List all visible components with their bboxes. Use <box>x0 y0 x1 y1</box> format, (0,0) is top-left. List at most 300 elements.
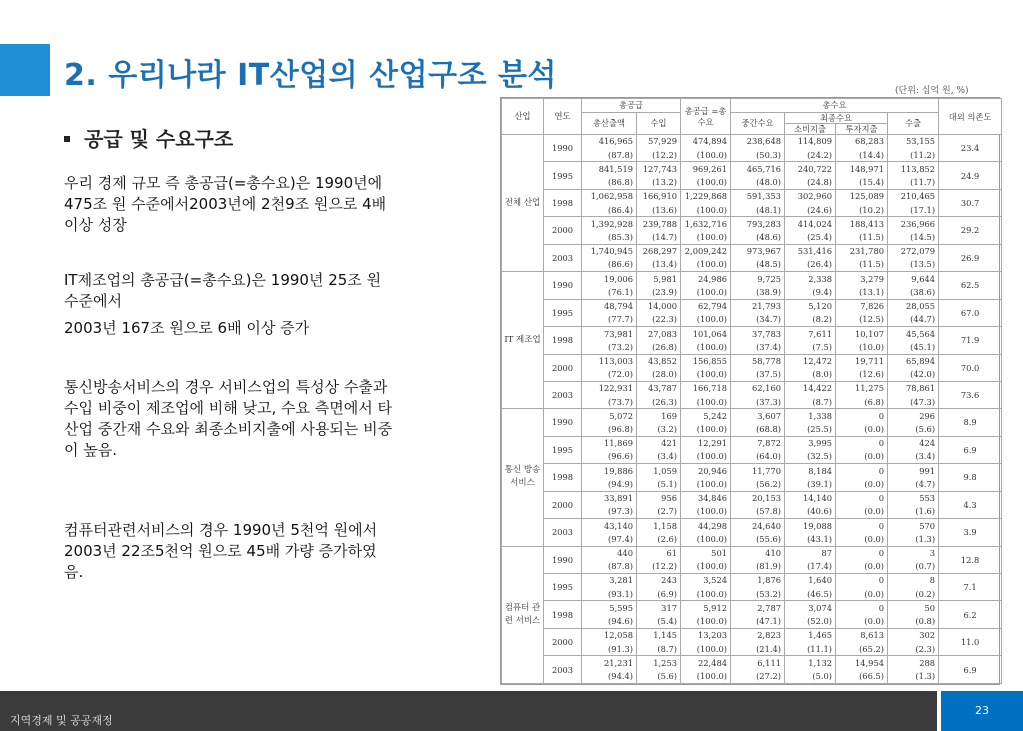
data-table <box>501 98 1002 684</box>
percent-cell: (26.8) <box>637 340 681 354</box>
value-cell: 19,711 <box>836 354 888 368</box>
percent-cell: (87.8) <box>582 560 637 574</box>
value-cell: 61 <box>637 546 681 560</box>
percent-cell: (11.7) <box>888 176 939 190</box>
value-cell: 169 <box>637 409 681 423</box>
value-cell: 24,986 <box>681 272 731 286</box>
year-cell: 2000 <box>544 354 582 381</box>
percent-cell: (48.6) <box>731 231 785 245</box>
percent-cell: (9.4) <box>785 285 836 299</box>
percent-cell: (43.1) <box>785 532 836 546</box>
value-cell: 1,465 <box>785 628 836 642</box>
table-row <box>502 162 1002 176</box>
percent-cell: (11.1) <box>785 642 836 656</box>
dependency-cell: 26.9 <box>939 244 1002 271</box>
value-cell: 27,083 <box>637 327 681 341</box>
value-cell: 125,089 <box>836 189 888 203</box>
value-cell: 45,564 <box>888 327 939 341</box>
table-row <box>502 381 1002 395</box>
industry-label: IT 제조업 <box>502 272 544 409</box>
percent-cell: (48.0) <box>731 176 785 190</box>
year-cell: 1998 <box>544 464 582 491</box>
industry-label: 전체 산업 <box>502 135 544 272</box>
table-row <box>502 189 1002 203</box>
percent-cell: (44.7) <box>888 313 939 327</box>
percent-cell: (42.0) <box>888 368 939 382</box>
percent-cell: (13.4) <box>637 258 681 272</box>
value-cell: 43,787 <box>637 381 681 395</box>
year-cell: 1995 <box>544 436 582 463</box>
value-cell: 1,640 <box>785 574 836 588</box>
percent-cell: (55.6) <box>731 532 785 546</box>
value-cell: 296 <box>888 409 939 423</box>
value-cell: 62,160 <box>731 381 785 395</box>
percent-cell: (100.0) <box>681 203 731 217</box>
value-cell: 5,120 <box>785 299 836 313</box>
value-cell: 13,203 <box>681 628 731 642</box>
percent-cell: (100.0) <box>681 148 731 162</box>
dependency-cell: 7.1 <box>939 574 1002 601</box>
table-row <box>502 327 1002 341</box>
percent-cell: (0.0) <box>836 532 888 546</box>
percent-cell: (50.3) <box>731 148 785 162</box>
value-cell: 3,524 <box>681 574 731 588</box>
percent-cell: (14.7) <box>637 231 681 245</box>
value-cell: 11,770 <box>731 464 785 478</box>
percent-cell: (100.0) <box>681 395 731 409</box>
value-cell: 841,519 <box>582 162 637 176</box>
value-cell: 65,894 <box>888 354 939 368</box>
year-cell: 1995 <box>544 162 582 189</box>
percent-cell: (57.8) <box>731 505 785 519</box>
value-cell: 3 <box>888 546 939 560</box>
percent-cell: (24.2) <box>785 148 836 162</box>
percent-cell: (0.0) <box>836 450 888 464</box>
percent-cell: (34.7) <box>731 313 785 327</box>
percent-cell: (100.0) <box>681 477 731 491</box>
value-cell: 12,472 <box>785 354 836 368</box>
table-row <box>502 574 1002 588</box>
percent-cell: (100.0) <box>681 560 731 574</box>
percent-cell: (25.5) <box>785 423 836 437</box>
percent-cell: (17.1) <box>888 203 939 217</box>
percent-cell: (14.4) <box>836 148 888 162</box>
percent-cell: (26.3) <box>637 395 681 409</box>
percent-cell: (53.2) <box>731 587 785 601</box>
table-row <box>502 299 1002 313</box>
percent-cell: (38.6) <box>888 285 939 299</box>
percent-cell: (86.6) <box>582 258 637 272</box>
year-cell: 2003 <box>544 656 582 684</box>
value-cell: 73,981 <box>582 327 637 341</box>
percent-cell: (46.5) <box>785 587 836 601</box>
percent-cell: (24.6) <box>785 203 836 217</box>
percent-cell: (17.4) <box>785 560 836 574</box>
percent-cell: (23.9) <box>637 285 681 299</box>
value-cell: 156,855 <box>681 354 731 368</box>
value-cell: 0 <box>836 491 888 505</box>
value-cell: 1,392,928 <box>582 217 637 231</box>
dependency-cell: 23.4 <box>939 135 1002 162</box>
dependency-cell: 29.2 <box>939 217 1002 244</box>
percent-cell: (5.6) <box>637 670 681 684</box>
percent-cell: (13.6) <box>637 203 681 217</box>
value-cell: 53,155 <box>888 135 939 149</box>
value-cell: 7,826 <box>836 299 888 313</box>
year-cell: 1990 <box>544 272 582 299</box>
value-cell: 238,648 <box>731 135 785 149</box>
value-cell: 68,283 <box>836 135 888 149</box>
value-cell: 1,158 <box>637 519 681 533</box>
dependency-cell: 8.9 <box>939 409 1002 436</box>
percent-cell: (72.0) <box>582 368 637 382</box>
percent-cell: (52.0) <box>785 615 836 629</box>
value-cell: 0 <box>836 601 888 615</box>
value-cell: 3,074 <box>785 601 836 615</box>
percent-cell: (15.4) <box>836 176 888 190</box>
value-cell: 14,954 <box>836 656 888 670</box>
value-cell: 421 <box>637 436 681 450</box>
percent-cell: (87.8) <box>582 148 637 162</box>
value-cell: 1,229,868 <box>681 189 731 203</box>
year-cell: 1998 <box>544 601 582 628</box>
value-cell: 0 <box>836 409 888 423</box>
footer-bar <box>0 691 1023 731</box>
slide-title: 2. 우리나라 IT산업의 산업구조 분석 <box>64 58 557 93</box>
dependency-cell: 11.0 <box>939 628 1002 655</box>
value-cell: 317 <box>637 601 681 615</box>
value-cell: 414,024 <box>785 217 836 231</box>
value-cell: 288 <box>888 656 939 670</box>
value-cell: 33,891 <box>582 491 637 505</box>
value-cell: 7,611 <box>785 327 836 341</box>
table-row <box>502 354 1002 368</box>
value-cell: 5,595 <box>582 601 637 615</box>
value-cell: 793,283 <box>731 217 785 231</box>
table-row <box>502 436 1002 450</box>
dependency-cell: 67.0 <box>939 299 1002 326</box>
header-investment: 투자지출 <box>836 124 888 135</box>
header-consumption: 소비지출 <box>785 124 836 135</box>
table-row <box>502 135 1002 149</box>
percent-cell: (100.0) <box>681 670 731 684</box>
percent-cell: (13.2) <box>637 176 681 190</box>
value-cell: 48,794 <box>582 299 637 313</box>
value-cell: 58,778 <box>731 354 785 368</box>
dependency-cell: 6.2 <box>939 601 1002 628</box>
percent-cell: (45.1) <box>888 340 939 354</box>
dependency-cell: 30.7 <box>939 189 1002 216</box>
percent-cell: (100.0) <box>681 423 731 437</box>
percent-cell: (100.0) <box>681 258 731 272</box>
dependency-cell: 71.9 <box>939 327 1002 354</box>
value-cell: 3,279 <box>836 272 888 286</box>
percent-cell: (100.0) <box>681 642 731 656</box>
table-row <box>502 601 1002 615</box>
year-cell: 1998 <box>544 189 582 216</box>
value-cell: 1,059 <box>637 464 681 478</box>
percent-cell: (14.5) <box>888 231 939 245</box>
value-cell: 113,003 <box>582 354 637 368</box>
industry-label: 통신 방송 서비스 <box>502 409 544 546</box>
value-cell: 20,946 <box>681 464 731 478</box>
percent-cell: (100.0) <box>681 340 731 354</box>
value-cell: 19,886 <box>582 464 637 478</box>
header-final-demand: 최종수요 <box>785 113 888 124</box>
header-total-eq: 총공급 =총수요 <box>681 99 731 135</box>
dependency-cell: 62.5 <box>939 272 1002 299</box>
value-cell: 2,009,242 <box>681 244 731 258</box>
value-cell: 8,613 <box>836 628 888 642</box>
percent-cell: (8.7) <box>785 395 836 409</box>
value-cell: 1,062,958 <box>582 189 637 203</box>
dependency-cell: 73.6 <box>939 381 1002 408</box>
year-cell: 1995 <box>544 299 582 326</box>
table-row <box>502 464 1002 478</box>
dependency-cell: 6.9 <box>939 436 1002 463</box>
percent-cell: (11.2) <box>888 148 939 162</box>
percent-cell: (12.2) <box>637 148 681 162</box>
table-row <box>502 409 1002 423</box>
percent-cell: (0.8) <box>888 615 939 629</box>
percent-cell: (100.0) <box>681 615 731 629</box>
percent-cell: (97.4) <box>582 532 637 546</box>
value-cell: 440 <box>582 546 637 560</box>
percent-cell: (0.0) <box>836 587 888 601</box>
percent-cell: (1.3) <box>888 670 939 684</box>
percent-cell: (100.0) <box>681 313 731 327</box>
year-cell: 2003 <box>544 244 582 271</box>
percent-cell: (24.8) <box>785 176 836 190</box>
year-cell: 2000 <box>544 491 582 518</box>
percent-cell: (0.0) <box>836 423 888 437</box>
table-unit-note: (단위: 십억 원, %) <box>895 86 969 96</box>
value-cell: 5,072 <box>582 409 637 423</box>
header-domestic-output: 총산출액 <box>582 113 637 135</box>
percent-cell: (85.3) <box>582 231 637 245</box>
page-number: 23 <box>975 704 989 717</box>
percent-cell: (100.0) <box>681 532 731 546</box>
value-cell: 2,338 <box>785 272 836 286</box>
percent-cell: (1.6) <box>888 505 939 519</box>
percent-cell: (22.3) <box>637 313 681 327</box>
value-cell: 37,783 <box>731 327 785 341</box>
percent-cell: (3.4) <box>888 450 939 464</box>
value-cell: 24,640 <box>731 519 785 533</box>
percent-cell: (8.2) <box>785 313 836 327</box>
percent-cell: (65.2) <box>836 642 888 656</box>
paragraph-computer-services: 컴퓨터관련서비스의 경우 1990년 5천억 원에서 2003년 22조5천억 원으로 45배 가량 증가하였음. <box>64 521 378 581</box>
value-cell: 8 <box>888 574 939 588</box>
value-cell: 956 <box>637 491 681 505</box>
percent-cell: (81.9) <box>731 560 785 574</box>
header-intermediate: 중간수요 <box>731 113 785 135</box>
percent-cell: (76.1) <box>582 285 637 299</box>
percent-cell: (0.0) <box>836 615 888 629</box>
percent-cell: (47.1) <box>731 615 785 629</box>
value-cell: 1,132 <box>785 656 836 670</box>
value-cell: 474,894 <box>681 135 731 149</box>
dependency-cell: 70.0 <box>939 354 1002 381</box>
percent-cell: (26.4) <box>785 258 836 272</box>
percent-cell: (100.0) <box>681 285 731 299</box>
percent-cell: (25.4) <box>785 231 836 245</box>
table-row <box>502 272 1002 286</box>
percent-cell: (3.4) <box>637 450 681 464</box>
value-cell: 57,929 <box>637 135 681 149</box>
year-cell: 1995 <box>544 574 582 601</box>
bullet-heading-text: 공급 및 수요구조 <box>84 127 234 151</box>
percent-cell: (94.4) <box>582 670 637 684</box>
percent-cell: (6.9) <box>637 587 681 601</box>
percent-cell: (73.2) <box>582 340 637 354</box>
percent-cell: (11.5) <box>836 258 888 272</box>
percent-cell: (100.0) <box>681 231 731 245</box>
value-cell: 236,966 <box>888 217 939 231</box>
year-cell: 2000 <box>544 217 582 244</box>
value-cell: 10,107 <box>836 327 888 341</box>
percent-cell: (5.6) <box>888 423 939 437</box>
value-cell: 114,809 <box>785 135 836 149</box>
value-cell: 166,910 <box>637 189 681 203</box>
percent-cell: (68.8) <box>731 423 785 437</box>
value-cell: 11,275 <box>836 381 888 395</box>
value-cell: 122,931 <box>582 381 637 395</box>
value-cell: 1,876 <box>731 574 785 588</box>
value-cell: 268,297 <box>637 244 681 258</box>
header-dependency: 대외 의존도 <box>939 99 1002 135</box>
percent-cell: (21.4) <box>731 642 785 656</box>
page-number-box <box>941 691 1023 731</box>
value-cell: 3,995 <box>785 436 836 450</box>
value-cell: 3,607 <box>731 409 785 423</box>
value-cell: 34,846 <box>681 491 731 505</box>
value-cell: 1,740,945 <box>582 244 637 258</box>
percent-cell: (12.2) <box>637 560 681 574</box>
percent-cell: (77.7) <box>582 313 637 327</box>
value-cell: 127,743 <box>637 162 681 176</box>
percent-cell: (2.7) <box>637 505 681 519</box>
dependency-cell: 3.9 <box>939 519 1002 546</box>
percent-cell: (100.0) <box>681 176 731 190</box>
percent-cell: (91.3) <box>582 642 637 656</box>
percent-cell: (37.5) <box>731 368 785 382</box>
value-cell: 166,718 <box>681 381 731 395</box>
value-cell: 231,780 <box>836 244 888 258</box>
value-cell: 20,153 <box>731 491 785 505</box>
percent-cell: (96.6) <box>582 450 637 464</box>
table-row <box>502 519 1002 533</box>
percent-cell: (94.6) <box>582 615 637 629</box>
table-row <box>502 491 1002 505</box>
percent-cell: (4.7) <box>888 477 939 491</box>
percent-cell: (37.4) <box>731 340 785 354</box>
table-row <box>502 217 1002 231</box>
percent-cell: (39.1) <box>785 477 836 491</box>
value-cell: 501 <box>681 546 731 560</box>
value-cell: 8,184 <box>785 464 836 478</box>
year-cell: 2003 <box>544 381 582 408</box>
percent-cell: (7.5) <box>785 340 836 354</box>
header-industry: 산업 <box>502 99 544 135</box>
value-cell: 239,788 <box>637 217 681 231</box>
percent-cell: (13.5) <box>888 258 939 272</box>
percent-cell: (5.1) <box>637 477 681 491</box>
dependency-cell: 12.8 <box>939 546 1002 573</box>
dependency-cell: 6.9 <box>939 656 1002 684</box>
percent-cell: (56.2) <box>731 477 785 491</box>
value-cell: 188,413 <box>836 217 888 231</box>
value-cell: 424 <box>888 436 939 450</box>
value-cell: 14,140 <box>785 491 836 505</box>
dependency-cell: 24.9 <box>939 162 1002 189</box>
dependency-cell: 9.8 <box>939 464 1002 491</box>
value-cell: 1,338 <box>785 409 836 423</box>
value-cell: 410 <box>731 546 785 560</box>
value-cell: 43,140 <box>582 519 637 533</box>
percent-cell: (97.3) <box>582 505 637 519</box>
value-cell: 43,852 <box>637 354 681 368</box>
percent-cell: (13.1) <box>836 285 888 299</box>
value-cell: 19,088 <box>785 519 836 533</box>
percent-cell: (5.4) <box>637 615 681 629</box>
value-cell: 3,281 <box>582 574 637 588</box>
value-cell: 969,261 <box>681 162 731 176</box>
percent-cell: (64.0) <box>731 450 785 464</box>
percent-cell: (86.8) <box>582 176 637 190</box>
value-cell: 570 <box>888 519 939 533</box>
value-cell: 0 <box>836 519 888 533</box>
paragraph-telecom-broadcast: 통신방송서비스의 경우 서비스업의 특성상 수출과 수입 비중이 제조업에 비해 낮고, 수요 측면에서 타 산업 중간재 수요와 최종소비지출에 사용되는 비중이 높음. <box>64 378 393 459</box>
percent-cell: (0.0) <box>836 505 888 519</box>
percent-cell: (32.5) <box>785 450 836 464</box>
percent-cell: (12.5) <box>836 313 888 327</box>
percent-cell: (0.0) <box>836 477 888 491</box>
bullet-heading <box>64 123 233 152</box>
percent-cell: (5.0) <box>785 670 836 684</box>
percent-cell: (100.0) <box>681 587 731 601</box>
year-cell: 1990 <box>544 546 582 573</box>
value-cell: 243 <box>637 574 681 588</box>
header-total-supply: 총공급 <box>582 99 681 113</box>
industry-label: 컴퓨터 관련 서비스 <box>502 546 544 683</box>
percent-cell: (1.3) <box>888 532 939 546</box>
value-cell: 991 <box>888 464 939 478</box>
value-cell: 5,981 <box>637 272 681 286</box>
value-cell: 78,861 <box>888 381 939 395</box>
value-cell: 113,852 <box>888 162 939 176</box>
value-cell: 591,353 <box>731 189 785 203</box>
table-row <box>502 244 1002 258</box>
table-row <box>502 656 1002 670</box>
percent-cell: (28.0) <box>637 368 681 382</box>
value-cell: 465,716 <box>731 162 785 176</box>
percent-cell: (40.6) <box>785 505 836 519</box>
value-cell: 101,064 <box>681 327 731 341</box>
percent-cell: (73.7) <box>582 395 637 409</box>
value-cell: 302,960 <box>785 189 836 203</box>
percent-cell: (47.3) <box>888 395 939 409</box>
percent-cell: (100.0) <box>681 450 731 464</box>
percent-cell: (48.1) <box>731 203 785 217</box>
value-cell: 44,298 <box>681 519 731 533</box>
percent-cell: (12.6) <box>836 368 888 382</box>
percent-cell: (6.8) <box>836 395 888 409</box>
percent-cell: (48.5) <box>731 258 785 272</box>
value-cell: 0 <box>836 436 888 450</box>
paragraph-it-manufacturing: IT제조업의 총공급(=총수요)은 1990년 25조 원 수준에서 <box>64 271 382 310</box>
header-total-demand: 총수요 <box>731 99 939 113</box>
